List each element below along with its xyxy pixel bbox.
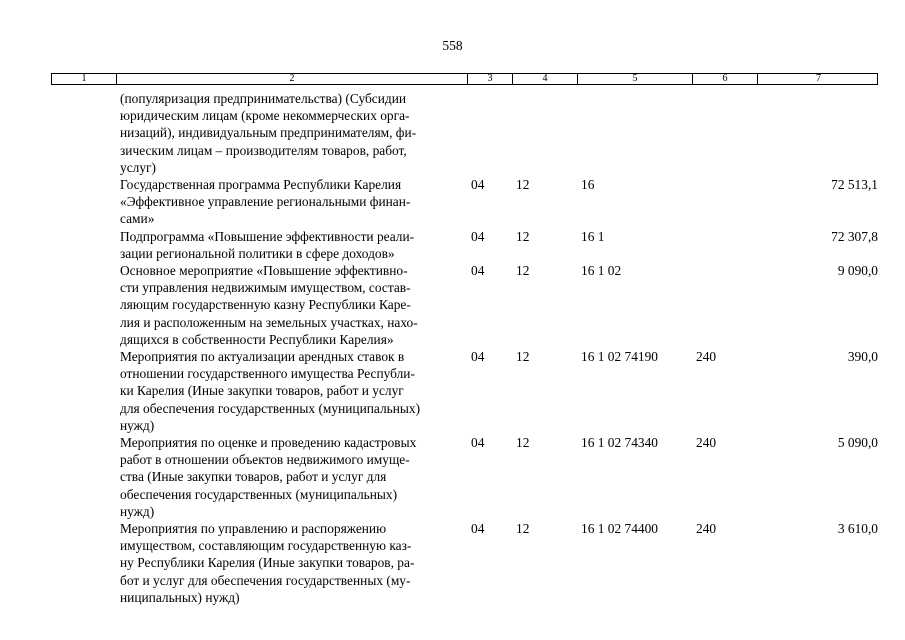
column-number-4: 4: [513, 74, 578, 84]
row-subsection: 12: [516, 349, 530, 365]
row-expense-type: [696, 90, 761, 176]
column-number-7: 7: [816, 73, 821, 84]
row-expense-type: [696, 228, 761, 262]
row-amount: 72 307,8: [831, 228, 878, 244]
table-row: [0, 262, 905, 348]
row-expense-type: 240: [696, 435, 717, 451]
row-section: 04: [471, 228, 485, 244]
row-amount: 390,0: [847, 349, 878, 365]
column-number-6: 6: [693, 74, 758, 84]
table-row: [0, 434, 905, 520]
row-description: Мероприятия по управлению и распоряжению имуществом, составляющим государственную каз- ну Республики Карелия (Иные закупки товаров, ра- бот и услуг для обеспечения государственных (му- ниципальных) нужд): [120, 521, 415, 605]
table-row: [0, 228, 905, 262]
row-section: 04: [471, 349, 485, 365]
row-amount: 3 610,0: [837, 521, 878, 537]
row-subsection: 12: [516, 228, 530, 244]
budget-table-body: [0, 90, 905, 606]
row-amount: [761, 90, 878, 176]
row-target-article: 16 1: [581, 228, 605, 244]
row-expense-type: 240: [696, 521, 717, 537]
column-number-3: 3: [468, 74, 513, 84]
row-amount: 72 513,1: [831, 177, 878, 193]
table-row: [0, 90, 905, 176]
row-description: Подпрограмма «Повышение эффективности реали- зации региональной политики в сфере доходов»: [120, 228, 415, 261]
row-section: [471, 90, 516, 176]
table-row: [0, 348, 905, 434]
row-amount: 9 090,0: [837, 263, 878, 279]
row-section: 04: [471, 177, 485, 193]
row-section: 04: [471, 263, 485, 279]
column-number-5: 5: [578, 74, 693, 84]
row-target-article: 16 1 02 74400: [581, 521, 658, 537]
page-number: 558: [442, 38, 463, 53]
row-subsection: 12: [516, 263, 530, 279]
row-description: Мероприятия по актуализации арендных ставок в отношении государственного имущества Республи- ки Карелия (Иные закупки товаров, работ и услуг для обеспечения государственных (муниципальных) нужд): [120, 349, 421, 433]
row-description: Государственная программа Республики Карелия «Эффективное управление региональными финан- сами»: [120, 177, 411, 227]
row-target-article: 16 1 02 74190: [581, 349, 658, 365]
row-target-article: 16: [581, 177, 595, 193]
row-target-article: 16 1 02 74340: [581, 435, 658, 451]
row-target-article: [581, 90, 696, 176]
row-description: Основное мероприятие «Повышение эффективно- сти управления недвижимым имуществом, состав- ляющим государственную казну Республики Каре- лия и расположенным на земельных участках, нахо- дящихся в собственности Республики Карелия»: [120, 263, 418, 347]
row-expense-type: [696, 176, 761, 228]
table-row: [0, 520, 905, 606]
row-subsection: [516, 90, 581, 176]
column-number-2: 2: [117, 74, 468, 84]
row-description: Мероприятия по оценке и проведению кадастровых работ в отношении объектов недвижимого имуще- ства (Иные закупки товаров, работ и услуг для обеспечения государственных (муниципальных) нужд): [120, 435, 417, 519]
row-expense-type: 240: [696, 349, 717, 365]
row-subsection: 12: [516, 521, 530, 537]
row-subsection: 12: [516, 177, 530, 193]
column-number-1: 1: [52, 74, 117, 84]
row-expense-type: [696, 262, 761, 348]
column-number-header: [51, 73, 878, 85]
row-section: 04: [471, 521, 485, 537]
row-description: (популяризация предпринимательства) (Субсидии юридическим лицам (кроме некоммерческих орга- низаций), индивидуальным предпринимателям, фи- зическим лицам – производителям товаров, работ, услуг): [120, 91, 417, 175]
row-amount: 5 090,0: [837, 435, 878, 451]
row-target-article: 16 1 02: [581, 263, 622, 279]
row-section: 04: [471, 435, 485, 451]
table-row: [0, 176, 905, 228]
row-subsection: 12: [516, 435, 530, 451]
